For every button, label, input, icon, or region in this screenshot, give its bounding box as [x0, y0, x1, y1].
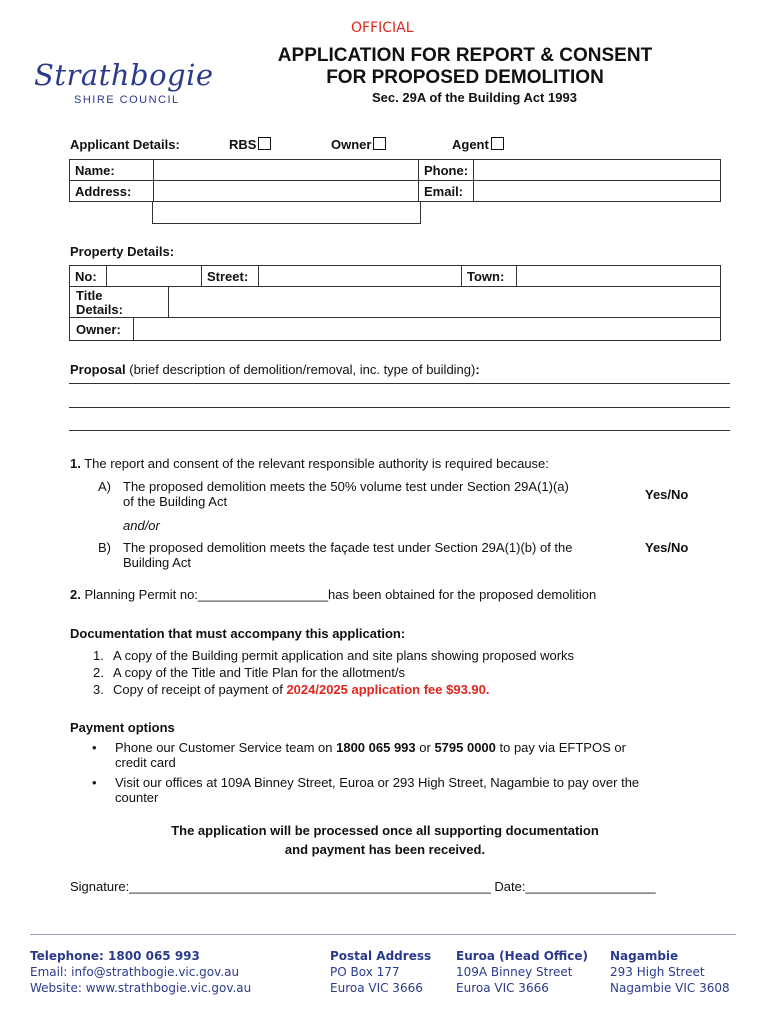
- payment-option-visit: [92, 775, 712, 805]
- number-field[interactable]: [107, 266, 202, 287]
- property-table: [69, 265, 721, 287]
- option-a-answer[interactable]: Yes/No: [645, 487, 689, 502]
- question-2: [70, 587, 596, 602]
- footer-nagambie-heading: Nagambie: [610, 949, 679, 963]
- title-details-field[interactable]: [168, 287, 721, 317]
- title-details-label: [76, 289, 123, 317]
- rbs-checkbox[interactable]: [258, 137, 271, 150]
- town-field[interactable]: [517, 266, 721, 287]
- bullet-icon: •: [92, 775, 97, 790]
- payment-option-phone: • Phone our Customer Service team on 1800 065 993 or 5795 0000 to pay via EFTPOS or credit card: [92, 740, 712, 770]
- address-field-continued[interactable]: [152, 201, 421, 224]
- proposal-line-2[interactable]: [69, 407, 730, 408]
- property-section-label: Property Details:: [70, 244, 175, 259]
- option-b-line-1: The proposed demolition meets the façade test under Section 29A(1)(b) of the: [123, 540, 573, 555]
- option-a-line-1: The proposed demolition meets the 50% volume test under Section 29A(1)(a): [123, 479, 569, 494]
- owner-details-label: Owner:: [76, 322, 121, 337]
- proposal-heading: Proposal: [70, 362, 126, 377]
- applicant-section-label: Applicant Details:: [70, 137, 180, 152]
- option-a-marker: A): [98, 479, 111, 494]
- option-b-answer[interactable]: Yes/No: [645, 540, 689, 555]
- email-label: Email:: [419, 181, 474, 202]
- footer-nagambie-line-2: Nagambie VIC 3608: [610, 981, 730, 995]
- agent-option[interactable]: [452, 137, 504, 152]
- documentation-item-2: 2. A copy of the Title and Title Plan for the allotment/s: [93, 665, 405, 680]
- rbs-label: RBS: [229, 137, 257, 152]
- logo-wordmark: Strathbogie: [34, 58, 214, 92]
- documentation-item-1: 1. A copy of the Building permit application and site plans showing proposed works: [93, 648, 575, 663]
- payment-option-visit-line-1: Visit our offices at 109A Binney Street, Euroa or 293 High Street, Nagambie to pay over the: [115, 775, 640, 790]
- question-1-text: The report and consent of the relevant responsible authority is required because:: [80, 456, 549, 471]
- owner-checkbox[interactable]: [373, 137, 386, 150]
- name-field[interactable]: [154, 160, 419, 181]
- footer-nagambie: [610, 948, 730, 996]
- application-fee: 2024/2025 application fee $93.90.: [286, 682, 490, 697]
- footer-euroa: [456, 948, 588, 996]
- bullet-icon: •: [92, 740, 97, 755]
- payment-option-visit-line-2: counter: [115, 790, 159, 805]
- street-label: Street:: [202, 266, 259, 287]
- processing-notice-line-1: The application will be processed once all supporting documentation: [171, 823, 599, 838]
- documentation-heading: Documentation that must accompany this application:: [70, 626, 406, 641]
- footer-postal-line-1: PO Box 177: [330, 965, 400, 979]
- documentation-item-3: 3. Copy of receipt of payment of 2024/2025 application fee $93.90.: [93, 682, 490, 697]
- payment-heading: Payment options: [70, 720, 175, 735]
- title-label-line-2: Details:: [76, 302, 123, 317]
- footer-nagambie-line-1: 293 High Street: [610, 965, 705, 979]
- footer-divider: [30, 934, 736, 935]
- form-title-line-1: APPLICATION FOR REPORT & CONSENT: [277, 45, 653, 66]
- title-label-line-1: Title: [76, 288, 103, 303]
- phone-number-2: 5795 0000: [434, 740, 496, 755]
- option-b-line-2: Building Act: [123, 555, 191, 570]
- footer-postal-line-2: Euroa VIC 3666: [330, 981, 423, 995]
- documentation-list: [93, 647, 574, 698]
- classification-label: OFFICIAL: [351, 20, 414, 36]
- name-label: Name:: [70, 160, 154, 181]
- rbs-option[interactable]: [229, 137, 271, 152]
- proposal-label: [70, 362, 480, 377]
- footer-euroa-line-1: 109A Binney Street: [456, 965, 573, 979]
- option-a-line-2: of the Building Act: [123, 494, 228, 509]
- footer-website[interactable]: Website: www.strathbogie.vic.gov.au: [30, 981, 252, 995]
- and-or-text: and/or: [123, 518, 160, 533]
- question-1: [70, 456, 549, 471]
- owner-label: Owner: [331, 137, 372, 152]
- title-details-row: [69, 287, 721, 318]
- owner-details-field[interactable]: [133, 318, 721, 340]
- email-field[interactable]: [474, 181, 721, 202]
- applicant-table: [69, 159, 721, 202]
- address-label: Address:: [70, 181, 154, 202]
- payment-option-phone-line-2: credit card: [115, 755, 176, 770]
- option-b: [98, 540, 633, 570]
- agent-label: Agent: [452, 137, 489, 152]
- footer-euroa-line-2: Euroa VIC 3666: [456, 981, 549, 995]
- proposal-line-1[interactable]: [69, 383, 730, 384]
- footer-contact: [30, 948, 251, 996]
- proposal-colon: :: [475, 362, 480, 377]
- proposal-line-3[interactable]: [69, 430, 730, 431]
- question-2-number: 2.: [70, 587, 81, 602]
- footer-telephone: Telephone: 1800 065 993: [30, 949, 200, 963]
- question-2-text[interactable]: Planning Permit no:__________________has been obtained for the proposed demolition: [80, 587, 597, 602]
- owner-option[interactable]: [331, 137, 386, 152]
- payment-list: [92, 740, 712, 805]
- processing-notice-line-2: and payment has been received.: [284, 842, 486, 857]
- logo-subtitle: SHIRE COUNCIL: [74, 94, 180, 106]
- footer-email[interactable]: Email: info@strathbogie.vic.gov.au: [30, 965, 240, 979]
- footer-euroa-heading: Euroa (Head Office): [456, 949, 589, 963]
- form-subtitle: Sec. 29A of the Building Act 1993: [372, 90, 577, 105]
- street-field[interactable]: [259, 266, 462, 287]
- option-b-marker: B): [98, 540, 111, 555]
- signature-date-line[interactable]: Signature:__________________________________________________ Date:__________________: [70, 879, 656, 894]
- address-field[interactable]: [154, 181, 419, 202]
- proposal-description: (brief description of demolition/removal, inc. type of building): [125, 362, 476, 377]
- agent-checkbox[interactable]: [491, 137, 504, 150]
- phone-label: Phone:: [419, 160, 474, 181]
- number-label: No:: [70, 266, 107, 287]
- town-label: Town:: [462, 266, 517, 287]
- footer-postal: [330, 948, 431, 996]
- owner-row: [69, 318, 721, 341]
- form-title-line-2: FOR PROPOSED DEMOLITION: [326, 67, 604, 88]
- option-a: [98, 479, 633, 509]
- phone-number-1: 1800 065 993: [336, 740, 416, 755]
- question-1-number: 1.: [70, 456, 81, 471]
- council-logo: [34, 58, 224, 110]
- footer-postal-heading: Postal Address: [330, 949, 432, 963]
- form-title: [255, 45, 675, 89]
- phone-field[interactable]: [474, 160, 721, 181]
